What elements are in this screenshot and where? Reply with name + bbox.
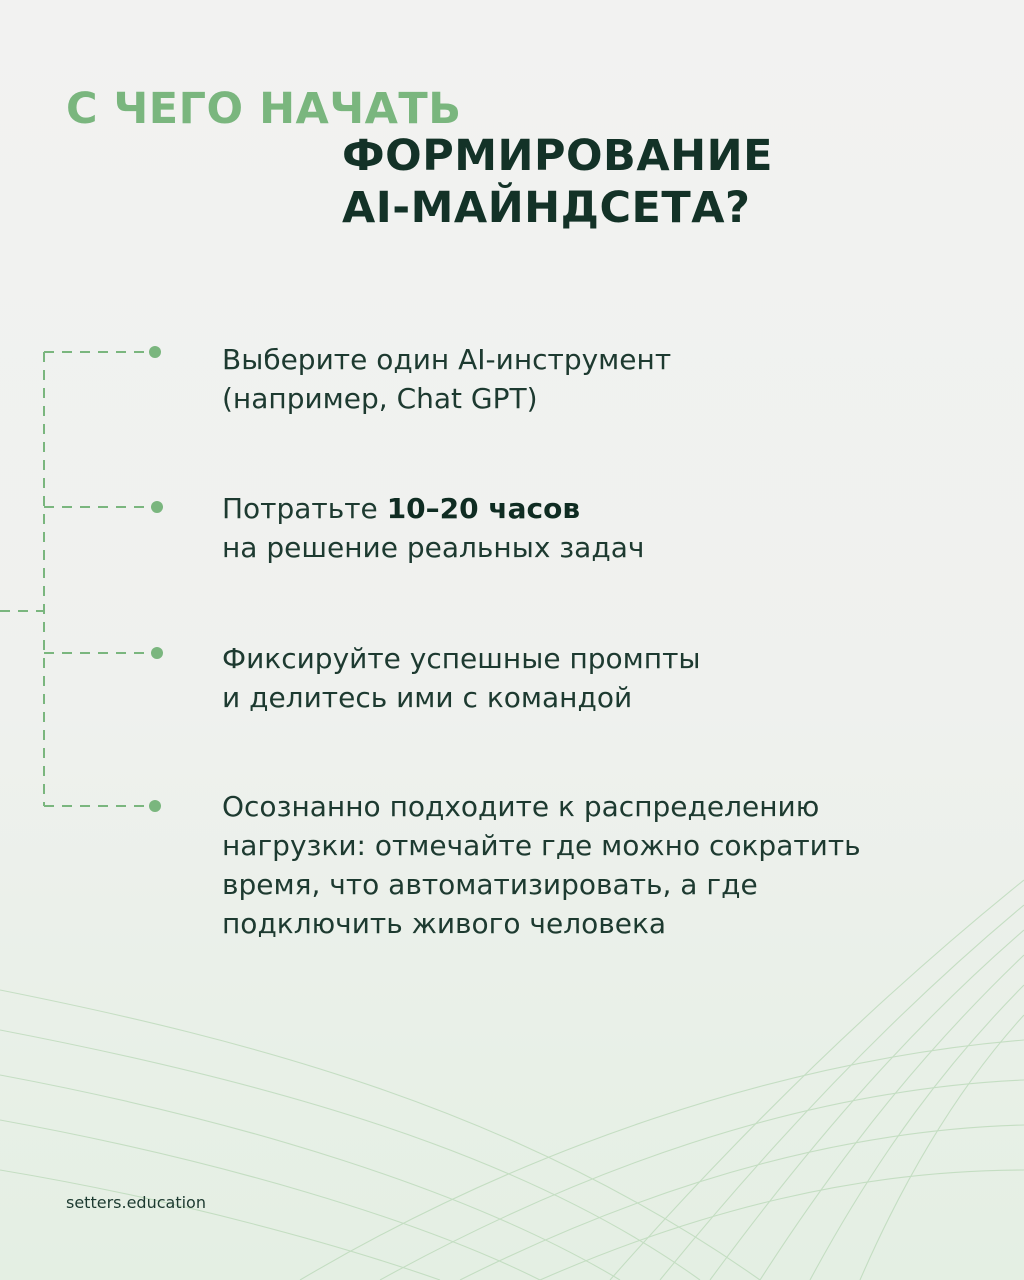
step-2-prefix: Потратьте [222,492,387,525]
step-2-dot-icon [151,501,163,513]
step-1-dot-icon [149,346,161,358]
step-4-line-2: нагрузки: отмечайте где можно сократить [222,829,861,862]
step-4-line-4: подключить живого человека [222,907,667,940]
step-2-line-1 [222,489,982,528]
step-3-line-2: и делитесь ими с командой [222,681,633,714]
page-title-line-1: ФОРМИРОВАНИЕ [342,131,773,181]
step-3-line-1: Фиксируйте успешные промпты [222,642,701,675]
page-title-line-2: AI-МАЙНДСЕТА? [342,183,751,233]
page-title [342,130,773,234]
step-1-line-2: (например, Chat GPT) [222,382,538,415]
step-4-line-1: Осознанно подходите к распределению [222,790,820,823]
step-4 [222,787,982,943]
step-4-dot-icon [149,800,161,812]
step-1 [222,340,982,418]
footer-site-name: setters.education [66,1193,206,1212]
step-2 [222,489,982,567]
step-3 [222,639,982,717]
step-1-line-1: Выберите один AI-инструмент [222,343,672,376]
step-4-line-3: время, что автоматизировать, а где [222,868,758,901]
step-2-highlight: 10–20 часов [386,492,581,525]
step-3-dot-icon [151,647,163,659]
heading-eyebrow: С ЧЕГО НАЧАТЬ [66,84,462,134]
step-2-line-2: на решение реальных задач [222,531,645,564]
